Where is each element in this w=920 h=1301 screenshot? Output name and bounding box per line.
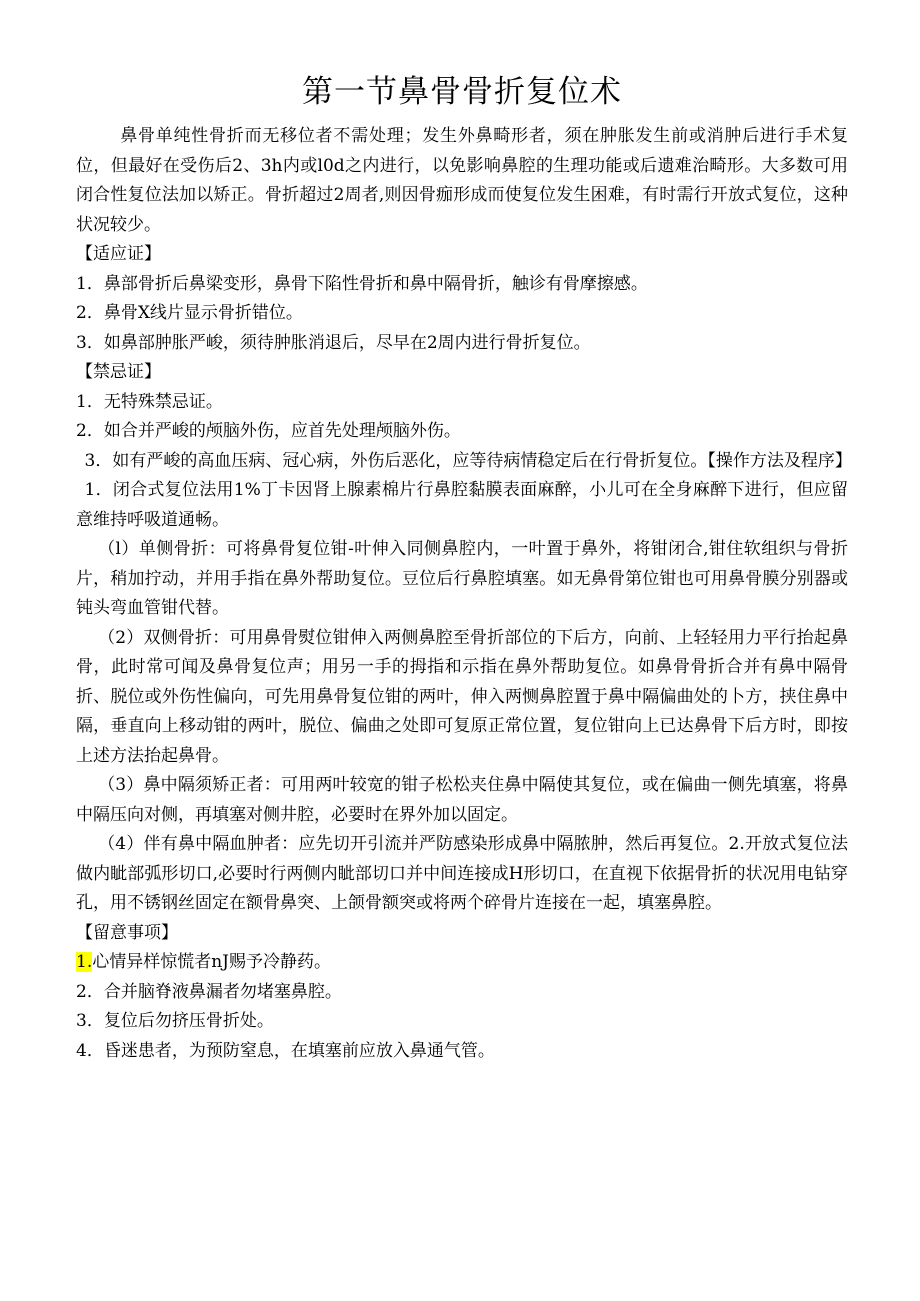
note-item-text: 心情异样惊慌者nJ赐予冷静药。 — [92, 952, 331, 972]
procedure-septum-correction: （3）鼻中隔须矫正者：可用两叶较宽的钳子松松夹住鼻中隔使其复位，或在偏曲一侧先填塞，将鼻中隔压向对侧，再填塞对侧井腔，必要时在界外加以固定。 — [76, 775, 848, 825]
contraindication-item: 3．如有严峻的高血压病、冠心病，外伤后恶化，应等待病情稳定后在行骨折复位。【操作方法及程序】 — [84, 450, 852, 471]
note-item: 3．复位后勿挤压骨折处。 — [76, 1011, 274, 1031]
document-page — [76, 72, 852, 1066]
note-item — [76, 948, 848, 978]
procedure-bilateral-fracture: （2）双侧骨折：可用鼻骨熨位钳伸入两侧鼻腔至骨折部位的下后方，向前、上轻轻用力平行抬起鼻骨，此时常可闻及鼻骨复位声；用另一手的拇指和示指在鼻外帮助复位。如鼻骨骨折合并有鼻中隔骨折、脱位或外伤性偏向，可先用鼻骨复位钳的两叶，伸入两恻鼻腔置于鼻中隔偏曲处的卜方，挟住鼻中隔，垂直向上移动钳的两叶，脱位、偏曲之处即可复原正常位置，复位钳向上已达鼻骨下后方时，即按上述方法抬起鼻骨。 — [76, 627, 848, 766]
notes-heading: 【留意事项】 — [76, 922, 178, 943]
contraindication-item: 2．如合并严峻的颅脑外伤，应首先处理颅脑外伤。 — [76, 421, 461, 441]
highlighted-number: 1. — [76, 952, 93, 972]
contraindication-item: 1．无特殊禁忌证。 — [76, 391, 223, 412]
intro-paragraph: 鼻骨单纯性骨折而无移位者不需处理；发生外鼻畸形者，须在肿胀发生前或消肿后进行手术复位，但最好在受伤后2、3h内或l0d之内进行，以免影响鼻腔的生理功能或后遗难治畸形。大多数可用闭合性复位法加以矫正。骨折超过2周者,则因骨痂形成而使复位发生困难，有时需行开放式复位，这种状况较少。 — [76, 126, 848, 235]
indication-item: 3．如鼻部肿胀严峻，须待肿胀消退后，尽早在2周内进行骨折复位。 — [76, 332, 591, 353]
indications-heading: 【适应证】 — [76, 244, 161, 264]
contraindications-heading: 【禁忌证】 — [76, 362, 161, 382]
note-item: 2．合并脑脊液鼻漏者勿堵塞鼻腔。 — [76, 981, 342, 1002]
indication-item: 1．鼻部骨折后鼻梁变形，鼻骨下陷性骨折和鼻中隔骨折，触诊有骨摩擦感。 — [76, 273, 648, 294]
page-title: 第一节鼻骨骨折复位术 — [302, 74, 622, 110]
procedure-unilateral-fracture: （l）单侧骨折：可将鼻骨复位钳-叶伸入同侧鼻腔内，一叶置于鼻外，将钳闭合,钳住软组织与骨折片，稍加拧动，并用手指在鼻外帮助复位。豆位后行鼻腔填塞。如无鼻骨第位钳也可用鼻骨膜分别器或钝头弯血管钳代替。 — [76, 539, 848, 618]
note-item: 4．昏迷患者，为预防窒息，在填塞前应放入鼻通气管。 — [76, 1040, 495, 1061]
procedure-step-closed-reduction: 1．闭合式复位法用1%丁卡因肾上腺素棉片行鼻腔黏膜表面麻醉，小儿可在全身麻醉下进行，但应留意维持呼吸道通畅。 — [76, 480, 848, 530]
procedure-septal-hematoma: （4）伴有鼻中隔血肿者：应先切开引流并严防感染形成鼻中隔脓肿，然后再复位。2.开放式复位法做内眦部弧形切口,必要时行两侧内眦部切口并中间连接成H形切口，在直视下依据骨折的状况用电钻穿孔，用不锈钢丝固定在额骨鼻突、上颌骨额突或将两个碎骨片连接在一起，填塞鼻腔。 — [76, 834, 848, 913]
indication-item: 2．鼻骨X线片显示骨折错位。 — [76, 303, 303, 323]
